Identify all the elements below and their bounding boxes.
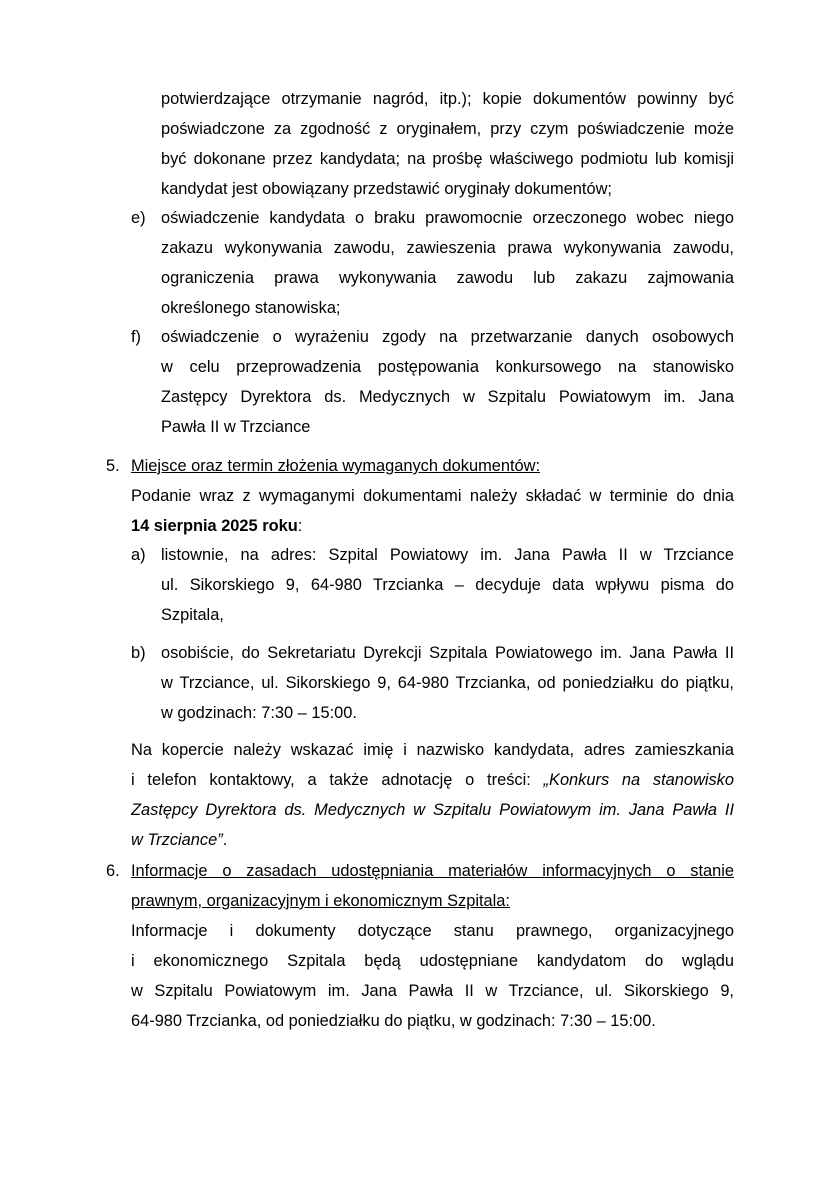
envelope-paragraph: [131, 735, 734, 855]
list-item-e: [161, 203, 734, 323]
text-line: i ekonomicznego Szpitala będą udostępniane kandydatom do wglądu: [131, 952, 734, 970]
text-line: listownie, na adres: Szpital Powiatowy im. Jana Pawła II w Trzciance: [161, 546, 734, 564]
continuation-paragraph: [161, 84, 734, 204]
colon: :: [297, 517, 303, 535]
text-line: być dokonane przez kandydata; na prośbę właściwego podmiotu lub komisji: [161, 150, 734, 168]
text-line: zakazu wykonywania zawodu, zawieszenia prawa wykonywania zawodu,: [161, 239, 734, 257]
text-line: Zastępcy Dyrektora ds. Medycznych w Szpitalu Powiatowym im. Jana: [161, 388, 734, 406]
text-line: Informacje i dokumenty dotyczące stanu prawnego, organizacyjnego: [131, 922, 734, 940]
list-marker-a: a): [131, 546, 146, 564]
text-line: [131, 511, 734, 541]
text-line: w celu przeprowadzenia postępowania konkursowego na stanowisko: [161, 358, 734, 376]
text-line: Podanie wraz z wymaganymi dokumentami należy składać w terminie do dnia: [131, 487, 734, 505]
text-line: Pawła II w Trzciance: [161, 418, 311, 436]
competition-title: w Trzciance”: [131, 831, 223, 849]
list-marker-f: f): [131, 328, 142, 346]
competition-title: „Konkurs na stanowisko: [543, 771, 734, 789]
text-line: oświadczenie kandydata o braku prawomocnie orzeczonego wobec niego: [161, 209, 734, 227]
text-line: [131, 825, 734, 855]
text-line: w godzinach: 7:30 – 15:00.: [161, 704, 357, 722]
text-line: ograniczenia prawa wykonywania zawodu lub zakazu zajmowania: [161, 269, 734, 287]
list-marker-e: e): [131, 209, 146, 227]
period: .: [222, 831, 228, 849]
section-5: [131, 451, 734, 541]
section-number-6: 6.: [106, 862, 120, 880]
text-line: w Trzciance, ul. Sikorskiego 9, 64-980 Trzcianka, od poniedziałku do piątku,: [161, 674, 734, 692]
list-item-a: [161, 540, 734, 630]
section-6-heading: Informacje o zasadach udostępniania materiałów informacyjnych o stanie: [131, 862, 734, 880]
text-line: potwierdzające otrzymanie nagród, itp.); kopie dokumentów powinny być: [161, 90, 734, 108]
text-line: ul. Sikorskiego 9, 64-980 Trzcianka – decyduje data wpływu pisma do: [161, 576, 734, 594]
competition-title: Zastępcy Dyrektora ds. Medycznych w Szpitalu Powiatowym im. Jana Pawła II: [131, 801, 734, 819]
section-number-5: 5.: [106, 457, 120, 475]
section-6: [131, 856, 734, 1036]
list-item-f: [161, 322, 734, 442]
text-line: kandydat jest obowiązany przedstawić oryginały dokumentów;: [161, 180, 612, 198]
text-line: w Szpitalu Powiatowym im. Jana Pawła II w Trzciance, ul. Sikorskiego 9,: [131, 982, 734, 1000]
deadline-date: 14 sierpnia 2025 roku: [131, 517, 298, 535]
text-line: 64-980 Trzcianka, od poniedziałku do piątku, w godzinach: 7:30 – 15:00.: [131, 1012, 656, 1030]
text-line: poświadczone za zgodność z oryginałem, przy czym poświadczenie może: [161, 120, 734, 138]
list-marker-b: b): [131, 644, 146, 662]
section-6-heading: prawnym, organizacyjnym i ekonomicznym Szpitala:: [131, 892, 510, 910]
section-5-heading: Miejsce oraz termin złożenia wymaganych dokumentów:: [131, 457, 541, 475]
text-line: oświadczenie o wyrażeniu zgody na przetwarzanie danych osobowych: [161, 328, 734, 346]
text-span: i telefon kontaktowy, a także adnotację o treści:: [131, 771, 544, 789]
text-line: Na kopercie należy wskazać imię i nazwisko kandydata, adres zamieszkania: [131, 741, 734, 759]
text-line: Szpitala,: [161, 606, 224, 624]
text-line: [131, 765, 734, 795]
list-item-b: [161, 638, 734, 728]
text-line: osobiście, do Sekretariatu Dyrekcji Szpitala Powiatowego im. Jana Pawła II: [161, 644, 734, 662]
text-line: określonego stanowiska;: [161, 299, 341, 317]
